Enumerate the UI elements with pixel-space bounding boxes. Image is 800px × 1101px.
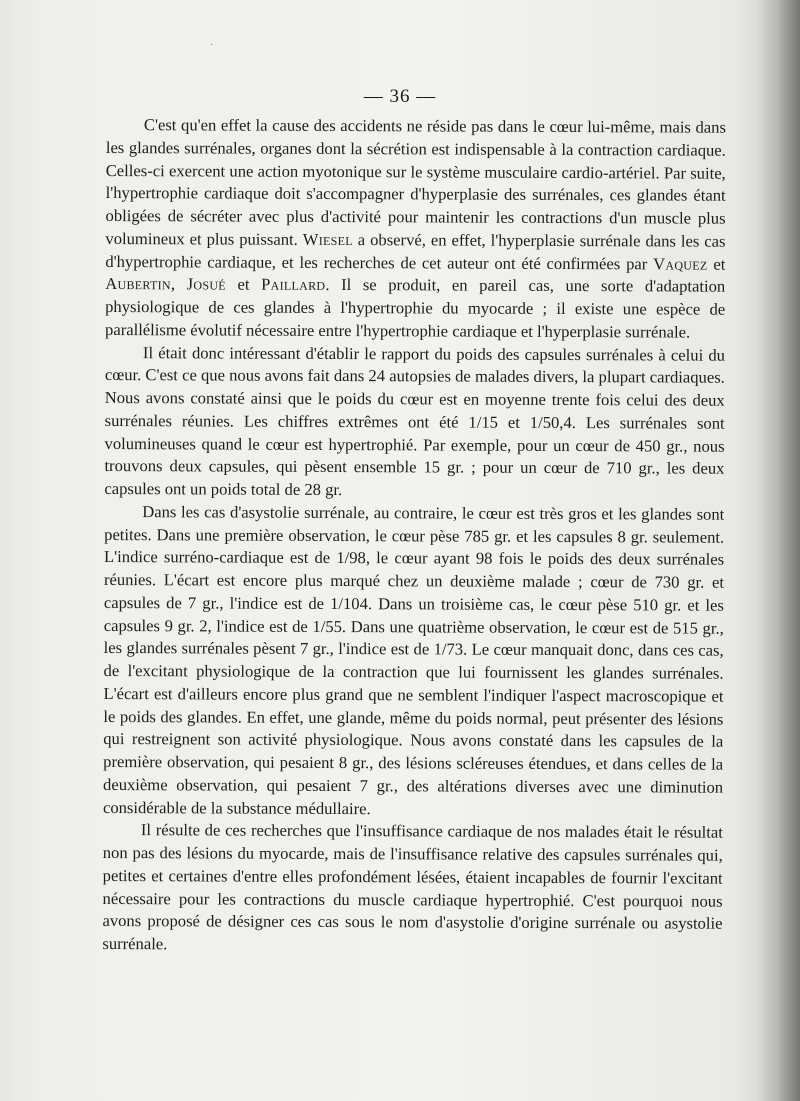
text-run: C'est qu'en effet la cause des accidents ne réside pas dans le cœur lui-même, mais dans les glandes surrénales, organes dont la sécrétion est indispensable à la contraction cardiaque. Celles-ci exercent une action myotonique sur le système musculaire cardio-artériel. Par suite, l'hypertrophie cardiaque doit s'accompagner d'hyperplasie des surrénales, ces glandes étant obligées de sécréter avec plus d'activité pour maintenir les contractions d'un muscle plus volumineux et plus puissant. xyxy=(105,115,726,249)
text-run: Dans les cas d'asystolie surrénale, au contraire, le cœur est très gros et les glandes sont petites. Dans une première observation, le cœur pèse 785 gr. et les capsules 8 gr. seulement. L'indice surréno-cardiaque est de 1/98, le cœur ayant 98 fois le poids des deux surrénales réunies. L'écart est encore plus marqué chez un deuxième malade ; cœur de 730 gr. et capsules de 7 gr., l'indice est de 1/104. Dans un troisième cas, le cœur pèse 510 gr. et les capsules 9 gr. 2, l'indice est de 1/55. Dans une quatrième observation, le cœur est de 515 gr., les glandes surrénales pèsent 7 gr., l'indice est de 1/73. Le cœur manquait donc, dans ces cas, de l'excitant physiologique de la contraction que lui fournissent les glandes surrénales. L'écart est d'ailleurs encore plus grand que ne semblent l'indiquer l'aspect macroscopique et le poids des glandes. En effet, une glande, même du poids normal, peut présenter des lésions qui restreignent son activité physiologique. Nous avons constaté dans les capsules de la première observation, qui pesaient 8 gr., des lésions scléreuses étendues, et dans celles de la deuxième observation, qui pesaient 7 gr., des altérations diverses avec une diminution considérable de la substance médullaire. xyxy=(102,501,725,818)
author-name: Aubertin xyxy=(105,274,171,294)
author-name: Vaquez xyxy=(653,253,708,274)
author-name: Josué xyxy=(186,274,227,294)
body-text xyxy=(102,114,726,958)
author-name: Paillard xyxy=(261,274,326,295)
text-run: Il était donc intéressant d'établir le rapport du poids des capsules surrénales à celui du cœur. C'est ce que nous avons fait dans 24 autopsies de malades divers, la plupart cardiaques. Nous avons constaté ainsi que le poids du cœur est en moyenne trente fois celui des deux surrénales réunies. Les chiffres extrêmes ont été 1/15 et 1/50,4. Les surrénales sont volumineuses quand le cœur est hypertrophié. Par exemple, pour un cœur de 450 gr., nous trouvons deux capsules, qui pèsent ensemble 15 gr. ; pour un cœur de 710 gr., les deux capsules ont un poids total de 28 gr. xyxy=(104,342,725,500)
text-run: , xyxy=(170,274,187,294)
text-run: Il résulte de ces recherches que l'insuffisance cardiaque de nos malades était le résultat non pas des lésions du myocarde, mais de l'insuffisance relative des capsules surrénales qui, petites et certaines d'entre elles profondément lésées, étaient incapables de fournir l'excitant nécessaire pour les contractions du muscle cardiaque hypertrophié. C'est pourquoi nous avons proposé de désigner ces cas sous le nom d'asystolie d'origine surrénale ou asystolie surrénale. xyxy=(102,820,723,954)
text-run: . Il se produit, en pareil cas, une sorte d'adaptation physiologique de ces glandes à l'hypertrophie du myocarde ; il existe une espèce de parallélisme évolutif nécessaire entre l'hypertrophie cardiaque et l'hyperplasie surrénale. xyxy=(105,275,726,342)
author-name: Wiesel xyxy=(302,229,353,249)
binding-shadow xyxy=(758,0,800,1101)
paragraph-2 xyxy=(104,341,725,503)
text-run: et xyxy=(707,254,726,274)
text-run: a observé, en effet, l'hyperplasie surrénale dans les cas d'hypertrophie cardiaque, et les recherches de cet auteur ont été confirmées par xyxy=(105,229,726,273)
scan-speck: · xyxy=(210,40,214,51)
paragraph-1 xyxy=(105,114,726,344)
paragraph-4 xyxy=(102,819,723,958)
text-run: et xyxy=(225,274,262,294)
page-number: — 36 — xyxy=(363,86,437,107)
paragraph-3 xyxy=(103,501,724,822)
